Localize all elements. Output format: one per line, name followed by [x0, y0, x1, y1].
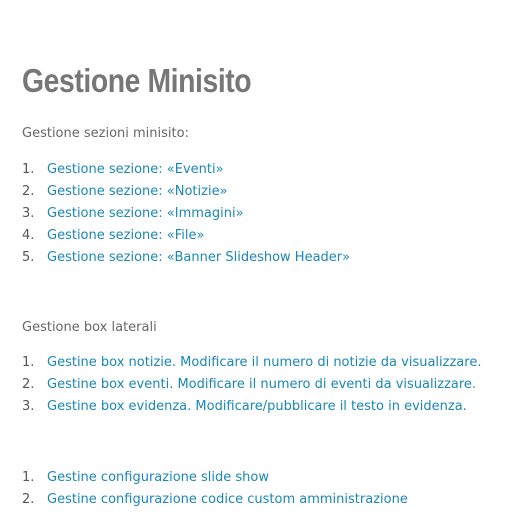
side-boxes-intro-label: Gestione box laterali	[22, 320, 157, 335]
list-item	[22, 225, 350, 247]
list-item	[22, 489, 408, 511]
list-item	[22, 247, 350, 269]
list-number: 5.	[22, 250, 35, 265]
sections-list	[22, 159, 350, 269]
box-link-notizie[interactable]: Gestine box notizie. Modificare il numero di notizie da visualizzare.	[47, 355, 482, 370]
box-link-eventi[interactable]: Gestine box eventi. Modificare il numero di eventi da visualizzare.	[47, 377, 477, 392]
config-list	[22, 467, 408, 511]
box-link-evidenza[interactable]: Gestine box evidenza. Modificare/pubblicare il testo in evidenza.	[47, 399, 467, 414]
list-number: 3.	[22, 399, 35, 414]
section-link-notizie[interactable]: Gestione sezione: «Notizie»	[47, 184, 228, 199]
section-link-immagini[interactable]: Gestione sezione: «Immagini»	[47, 206, 244, 221]
list-item	[22, 203, 350, 225]
section-link-eventi[interactable]: Gestione sezione: «Eventi»	[47, 162, 224, 177]
config-link-custom-code[interactable]: Gestine configurazione codice custom amministrazione	[47, 492, 408, 507]
sections-intro-label: Gestione sezioni minisito:	[22, 126, 189, 141]
section-link-file[interactable]: Gestione sezione: «File»	[47, 228, 205, 243]
list-number: 4.	[22, 228, 35, 243]
list-item	[22, 181, 350, 203]
list-number: 2.	[22, 492, 35, 507]
list-item	[22, 159, 350, 181]
section-link-banner-slideshow[interactable]: Gestione sezione: «Banner Slideshow Header»	[47, 250, 351, 265]
list-number: 2.	[22, 377, 35, 392]
list-number: 1.	[22, 470, 35, 485]
side-boxes-list	[22, 352, 481, 418]
list-item	[22, 352, 481, 374]
list-number: 3.	[22, 206, 35, 221]
page-title: Gestione Minisito	[22, 62, 252, 99]
list-number: 1.	[22, 355, 35, 370]
list-item	[22, 467, 408, 489]
config-link-slideshow[interactable]: Gestine configurazione slide show	[47, 470, 269, 485]
list-item	[22, 396, 481, 418]
list-item	[22, 374, 481, 396]
minisite-admin-page	[22, 0, 527, 517]
list-number: 2.	[22, 184, 35, 199]
list-number: 1.	[22, 162, 35, 177]
